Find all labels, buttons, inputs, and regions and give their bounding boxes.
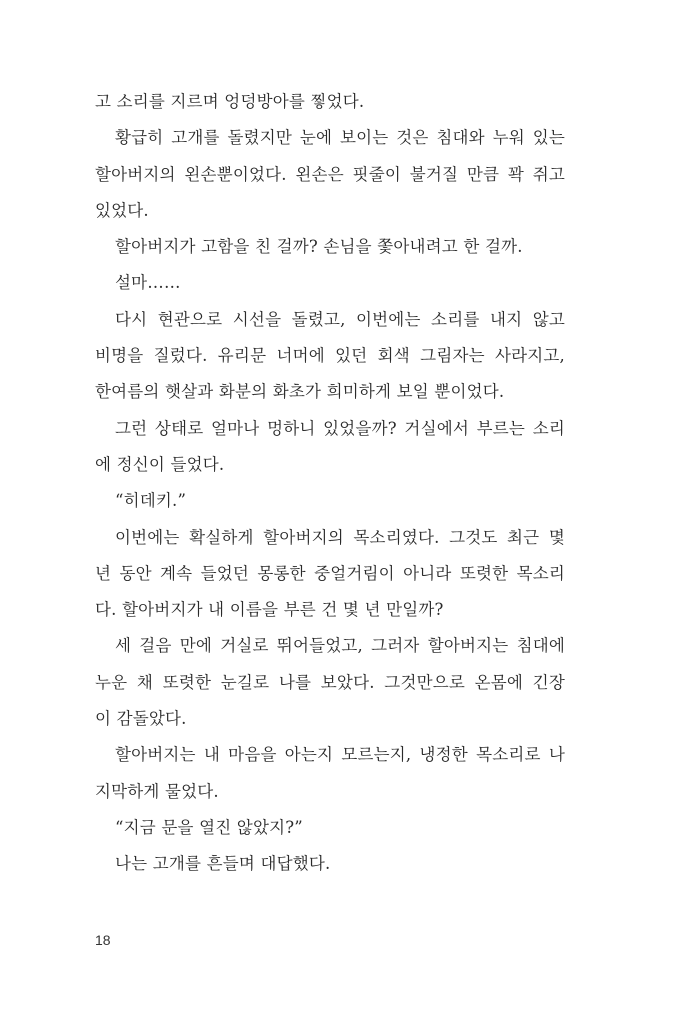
text-line: 그런 상태로 얼마나 멍하니 있었을까? 거실에서 부르는 소리 <box>115 418 565 438</box>
text-line: 할아버지의 왼손뿐이었다. 왼손은 핏줄이 불거질 만큼 꽉 쥐고 <box>95 164 565 184</box>
text-line: 할아버지가 고함을 친 걸까? 손님을 쫓아내려고 한 걸까. <box>115 237 523 257</box>
text-line: 나는 고개를 흔들며 대답했다. <box>115 854 331 874</box>
text-line: 년 동안 계속 들었던 몽롱한 중얼거림이 아니라 또렷한 목소리 <box>95 563 565 583</box>
text-line: 있었다. <box>95 200 149 220</box>
text-line: 고 소리를 지르며 엉덩방아를 찧었다. <box>95 92 365 111</box>
text-line: 세 걸음 만에 거실로 뛰어들었고, 그러자 할아버지는 침대에 <box>115 636 565 656</box>
body-text <box>95 84 565 883</box>
text-line: 이번에는 확실하게 할아버지의 목소리였다. 그것도 최근 몇 <box>115 527 565 547</box>
text-line: “히데키.” <box>115 491 187 511</box>
text-line: 에 정신이 들었다. <box>95 454 225 474</box>
text-line: 이 감돌았다. <box>95 709 187 729</box>
text-line: 할아버지는 내 마음을 아는지 모르는지, 냉정한 목소리로 나 <box>115 745 565 765</box>
text-line: 누운 채 또렷한 눈길로 나를 보았다. 그것만으로 온몸에 긴장 <box>95 672 565 692</box>
text-line: 황급히 고개를 돌렸지만 눈에 보이는 것은 침대와 누워 있는 <box>115 128 565 148</box>
text-line: 지막하게 물었다. <box>95 781 219 801</box>
text-line: 다. 할아버지가 내 이름을 부른 건 몇 년 만일까? <box>95 600 444 620</box>
text-line: 다시 현관으로 시선을 돌렸고, 이번에는 소리를 내지 않고 <box>115 309 565 329</box>
text-line: 비명을 질렀다. 유리문 너머에 있던 회색 그림자는 사라지고, <box>95 346 565 366</box>
text-line: “지금 문을 열진 않았지?” <box>115 817 303 837</box>
page-number: 18 <box>95 932 111 948</box>
text-line: 한여름의 햇살과 화분의 화초가 희미하게 보일 뿐이었다. <box>95 382 505 402</box>
text-line: 설마…… <box>115 273 181 293</box>
